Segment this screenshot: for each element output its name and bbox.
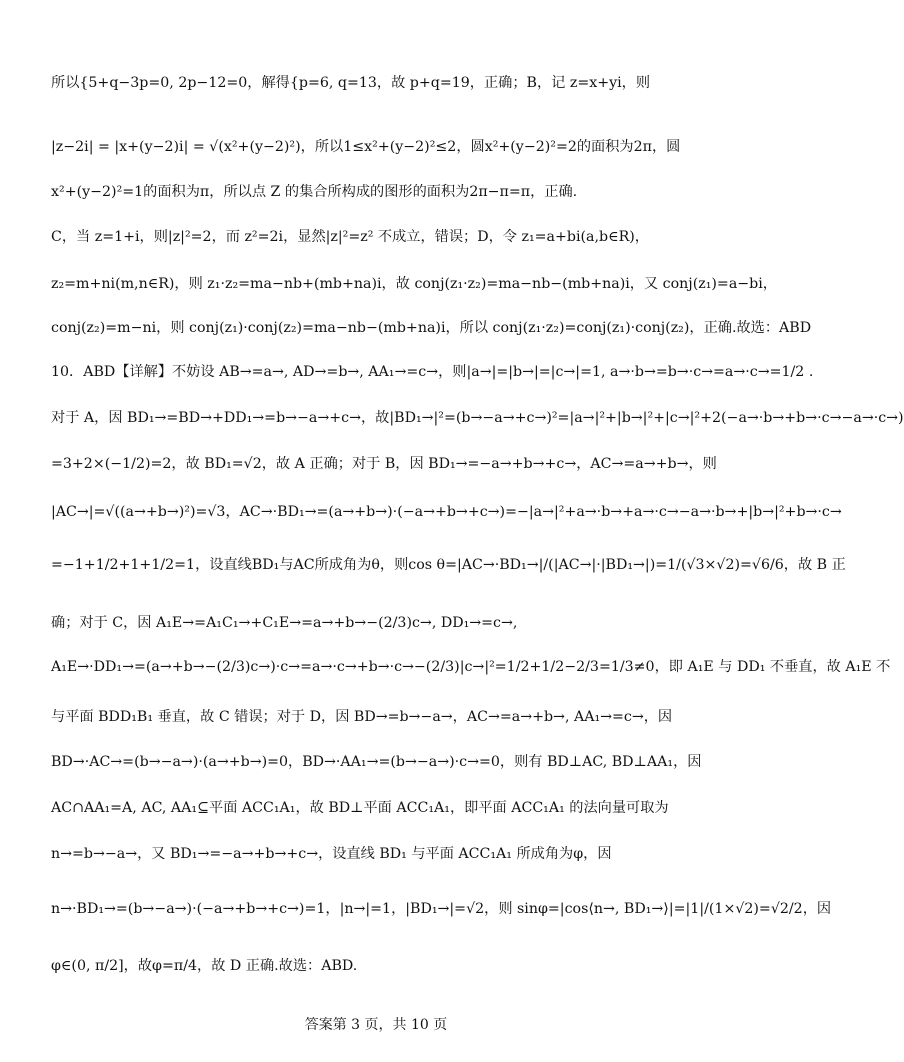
text-line-9: =3+2×(−1/2)=2，故 BD₁=√2，故 A 正确；对于 B，因 BD₁→=−a→+b→+c→，AC→=a→+b→，则 <box>51 456 717 472</box>
text-line-12: 确；对于 C，因 A₁E→=A₁C₁→+C₁E→=a→+b→−(2/3)c→, DD₁→=c→, <box>51 615 518 631</box>
text-line-7: 10．ABD【详解】不妨设 AB→=a→, AD→=b→, AA₁→=c→，则|a→|=|b→|=|c→|=1, a→·b→=b→·c→=a→·c→=1/2 . <box>51 364 814 380</box>
text-line-5: z₂=m+ni(m,n∈R)，则 z₁·z₂=ma−nb+(mb+na)i，故 conj(z₁·z₂)=ma−nb−(mb+na)i，又 conj(z₁)=a−bi， <box>51 276 777 292</box>
text-line-2: |z−2i| = |x+(y−2)i| = √(x²+(y−2)²)，所以1≤x²+(y−2)²≤2，圆x²+(y−2)²=2的面积为2π，圆 <box>51 139 681 155</box>
text-line-17: n→=b→−a→，又 BD₁→=−a→+b→+c→，设直线 BD₁ 与平面 ACC₁A₁ 所成角为φ，因 <box>51 846 612 862</box>
text-line-13: A₁E→·DD₁→=(a→+b→−(2/3)c→)·c→=a→·c→+b→·c→−(2/3)|c→|²=1/2+1/2−2/3=1/3≠0，即 A₁E 与 DD₁ 不垂直，故 A₁E 不 <box>51 659 891 675</box>
text-line-19: φ∈(0, π/2]，故φ=π/4，故 D 正确.故选：ABD. <box>51 958 358 974</box>
text-line-4: C，当 z=1+i，则|z|²=2，而 z²=2i，显然|z|²=z² 不成立，错误；D，令 z₁=a+bi(a,b∈R)， <box>51 229 649 245</box>
text-line-3: x²+(y−2)²=1的面积为π，所以点 Z 的集合所构成的图形的面积为2π−π=π，正确. <box>51 184 578 200</box>
text-line-14: 与平面 BDD₁B₁ 垂直，故 C 错误；对于 D，因 BD→=b→−a→，AC→=a→+b→, AA₁→=c→，因 <box>51 709 673 725</box>
text-line-11: =−1+1/2+1+1/2=1，设直线BD₁与AC所成角为θ，则cos θ=|AC→·BD₁→|/(|AC→|·|BD₁→|)=1/(√3×√2)=√6/6，故 B 正 <box>51 557 846 573</box>
text-line-16: AC∩AA₁=A, AC, AA₁⊆平面 ACC₁A₁，故 BD⊥平面 ACC₁A₁，即平面 ACC₁A₁ 的法向量可取为 <box>51 800 669 816</box>
text-line-10: |AC→|=√((a→+b→)²)=√3，AC→·BD₁→=(a→+b→)·(−a→+b→+c→)=−|a→|²+a→·b→+a→·c→−a→·b→+|b→|²+b→·c→ <box>51 504 842 520</box>
text-line-1: 所以{5+q−3p=0, 2p−12=0，解得{p=6, q=13，故 p+q=19，正确；B，记 z=x+yi，则 <box>51 75 651 91</box>
text-line-15: BD→·AC→=(b→−a→)·(a→+b→)=0，BD→·AA₁→=(b→−a→)·c→=0，则有 BD⊥AC, BD⊥AA₁，因 <box>51 754 702 770</box>
text-line-18: n→·BD₁→=(b→−a→)·(−a→+b→+c→)=1，|n→|=1，|BD₁→|=√2，则 sinφ=|cos⟨n→, BD₁→⟩|=|1|/(1×√2)=√2/2，因 <box>51 901 832 917</box>
page-footer: 答案第 3 页，共 10 页 <box>304 1017 448 1033</box>
text-line-8: 对于 A，因 BD₁→=BD→+DD₁→=b→−a→+c→，故|BD₁→|²=(b→−a→+c→)²=|a→|²+|b→|²+|c→|²+2(−a→·b→+b→·c→−a→·c→) <box>51 410 904 426</box>
text-line-6: conj(z₂)=m−ni，则 conj(z₁)·conj(z₂)=ma−nb−(mb+na)i，所以 conj(z₁·z₂)=conj(z₁)·conj(z₂)，正确.故选：ABD <box>51 320 812 336</box>
